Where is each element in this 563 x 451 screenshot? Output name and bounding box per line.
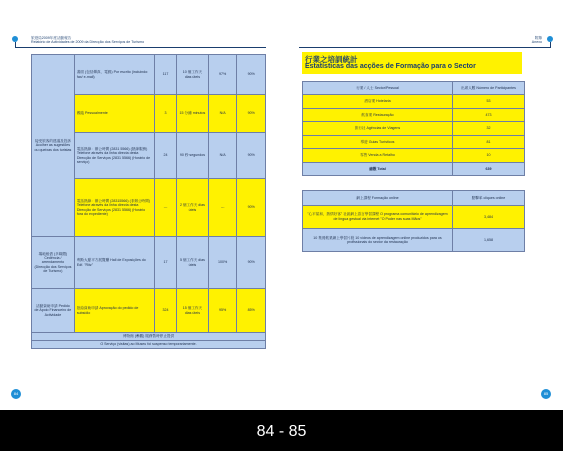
method-cell: 電話熱線：辦公時間 (28315566) (非辦公時間) Telefone através da linha directa desta Direcção de Serviços (2831 5566) (Horário fora do expediente) — [74, 179, 154, 237]
bottom-caption-bar — [0, 410, 563, 451]
method-cell: 書面 (包括傳真、電郵) Por escrito (incluindo: fax/ e-mail) — [74, 55, 154, 95]
participants-cell: 81 — [453, 135, 525, 148]
course-cell: 10 集餐飲業網上學習片段 10 vídeos de aprendizagem online produzidos para os profissionais do sector da restauração — [303, 228, 453, 251]
method-cell: 親臨 Pessoalmente — [74, 95, 154, 133]
target-cell: 90% — [237, 179, 266, 237]
rate-cell: --- — [208, 179, 237, 237]
target-cell: 90% — [237, 133, 266, 179]
course-cell: "心平氣和，熱情好客" 社區網上語言學習課程 O programa comunitário de aprendizagem de língua gestual via internet "O Poder nas suas Mãos" — [303, 205, 453, 228]
report-header-zh: 旅遊局2009年度活動報告 — [31, 36, 72, 40]
rate-cell: N/A — [208, 95, 237, 133]
rate-cell: 97% — [208, 55, 237, 95]
method-cell: 批給資助申請 Aprovação do pedido de subsídio — [74, 289, 154, 333]
target-cell: 90% — [237, 55, 266, 95]
footer-zh-cell: 博物館 (參觀) 服務暫時停止提供 — [32, 333, 266, 341]
table-footer-row — [32, 341, 266, 349]
training-section-title — [302, 52, 522, 74]
sector-cell: 酒店業 Hotelaria — [303, 95, 453, 108]
participants-cell: 53 — [453, 95, 525, 108]
table-row — [303, 122, 525, 135]
table-row — [303, 95, 525, 108]
count-cell: 3 — [155, 95, 177, 133]
category-cell: 活動資助申請 Pedido de Apoio Financeiro de Actividade — [32, 289, 75, 333]
time-cell: 5 個工作天 dias úteis — [177, 237, 209, 289]
table-row — [303, 135, 525, 148]
training-participants-table — [302, 81, 525, 176]
total-label: 總數 Total — [303, 162, 453, 175]
clicks-cell: 3,484 — [453, 205, 525, 228]
count-cell: 324 — [155, 289, 177, 333]
table-row — [32, 289, 266, 333]
count-cell: 117 — [155, 55, 177, 95]
method-cell: 電話熱線：辦公時間 (2831 5566) (熱線服務) Telefone através da linha directa desta Direcção de Serviços (2831 5566) (Horário de serviço) — [74, 133, 154, 179]
table-header-row — [303, 191, 525, 206]
target-cell: 90% — [237, 95, 266, 133]
header-clicks: 點擊率 cliques online — [453, 191, 525, 206]
participants-cell: 32 — [453, 122, 525, 135]
clicks-cell: 1,658 — [453, 228, 525, 251]
header-course: 網上課程 Formação online — [303, 191, 453, 206]
method-cell: 利斯大廈平方展覽廳 Hall de Exposições do Edf. "Ritz" — [74, 237, 154, 289]
table-row — [32, 55, 266, 95]
table-footer-row — [32, 333, 266, 341]
count-cell: --- — [155, 179, 177, 237]
total-value: 639 — [453, 162, 525, 175]
table-row — [303, 108, 525, 121]
header-stem — [550, 42, 551, 48]
header-rule — [15, 47, 266, 48]
time-cell: 90 秒 segundos — [177, 133, 209, 179]
time-cell: 15 分鐘 minutos — [177, 95, 209, 133]
participants-cell: 473 — [453, 108, 525, 121]
table-row — [303, 228, 525, 251]
target-cell: 90% — [237, 237, 266, 289]
table-row — [303, 149, 525, 162]
participants-cell: 10 — [453, 149, 525, 162]
table-row — [32, 237, 266, 289]
table-row — [303, 205, 525, 228]
report-header-pt: Relatório de Actividades de 2009 da Direcção dos Serviços de Turismo — [31, 40, 145, 44]
section-title-zh: 行業之培訓統計 — [305, 55, 358, 64]
section-title-pt: Estatísticas das acções de Formação para o Sector — [305, 63, 476, 70]
time-cell: 10 個工作天 dias úteis — [177, 55, 209, 95]
page-number-left: 84 — [11, 389, 21, 399]
time-cell: 2 個工作天 dias úteis — [177, 179, 209, 237]
category-cell: 接受旅客的建議及投訴 Acolher as sugestões ou queixas dos turistas — [32, 55, 75, 237]
sector-cell: 導遊 Guias Turísticos — [303, 135, 453, 148]
annex-header-zh: 附錄 — [534, 36, 542, 40]
total-row — [303, 162, 525, 175]
online-training-table — [302, 190, 525, 252]
left-page — [0, 0, 281, 395]
header-participants: 出席人數 Número de Participantes — [453, 82, 525, 95]
header-rule — [299, 47, 550, 48]
target-cell: 85% — [237, 289, 266, 333]
page-range-label: 84 - 85 — [256, 423, 307, 440]
sector-cell: 旅行社 Agências de Viagens — [303, 122, 453, 135]
rate-cell: 95% — [208, 289, 237, 333]
page-number-right: 85 — [541, 389, 551, 399]
rate-cell: N/A — [208, 133, 237, 179]
sector-cell: 飲食業 Restauração — [303, 108, 453, 121]
header-dot — [547, 36, 553, 42]
count-cell: 17 — [155, 237, 177, 289]
count-cell: 24 — [155, 133, 177, 179]
rate-cell: 100% — [208, 237, 237, 289]
service-commitment-table — [31, 54, 266, 349]
header-sector: 行業 / 人士 Sector/Pessoal — [303, 82, 453, 95]
time-cell: 15 個工作天 dias úteis — [177, 289, 209, 333]
footer-pt-cell: O Serviço (visitas) ao Museu foi suspenso temporariamente. — [32, 341, 266, 349]
category-cell: 場地租借 (多媒體) Cedência / arrendamento (Direcção dos Serviços de Turismo) — [32, 237, 75, 289]
annex-header-pt: Anexo — [531, 40, 542, 44]
sector-cell: 零售 Venda a Retalho — [303, 149, 453, 162]
table-header-row — [303, 82, 525, 95]
header-dot — [12, 36, 18, 42]
